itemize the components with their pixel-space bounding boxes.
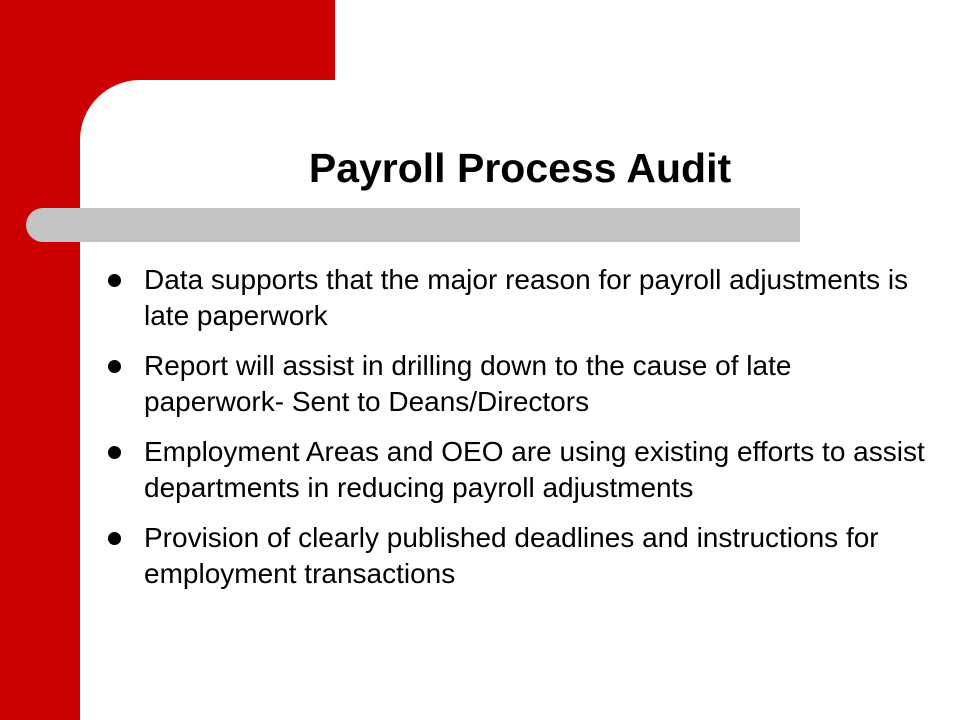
title-underline-bar <box>26 208 800 242</box>
slide-title: Payroll Process Audit <box>308 145 732 191</box>
bullet-item <box>100 520 930 592</box>
bullet-dot-icon <box>108 532 121 545</box>
bullet-text: Provision of clearly published deadlines and instructions for employment transactions <box>144 522 879 589</box>
bullet-item <box>100 262 930 334</box>
bullet-dot-icon <box>108 274 121 287</box>
bullet-dot-icon <box>108 360 121 373</box>
bullet-text: Report will assist in drilling down to the cause of late paperwork- Sent to Deans/Directors <box>144 350 792 417</box>
bullet-dot-icon <box>108 446 121 459</box>
bullet-item <box>100 348 930 420</box>
bullet-list <box>100 262 930 606</box>
bullet-text: Employment Areas and OEO are using existing efforts to assist departments in reducing payroll adjustments <box>144 436 925 503</box>
bullet-item <box>100 434 930 506</box>
bullet-text: Data supports that the major reason for payroll adjustments is late paperwork <box>144 264 909 331</box>
